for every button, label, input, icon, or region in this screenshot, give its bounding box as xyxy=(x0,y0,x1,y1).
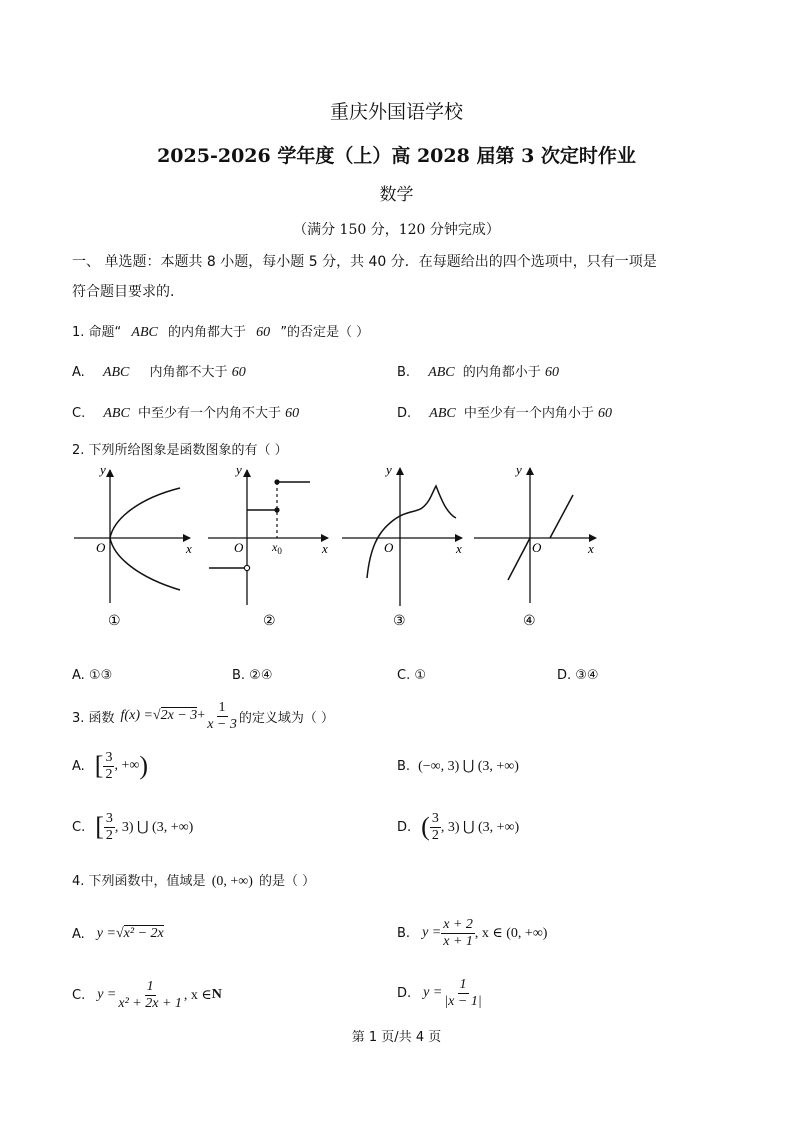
option-label: C. xyxy=(72,987,86,1003)
q1-d-abc: ABC xyxy=(429,406,456,421)
graph-4 xyxy=(474,462,596,603)
q1-a-sixty: 60 xyxy=(231,365,246,380)
q2-graphs-figure xyxy=(60,458,620,633)
q1-sixty: 60 xyxy=(256,325,271,340)
q2-stem: 2. 下列所给图象是函数图象的有（ ） xyxy=(72,443,288,458)
q1-suffix: ”的否定是（ ） xyxy=(280,325,370,340)
q1-b-text: 的内角都小于 xyxy=(462,365,541,380)
q3-suffix: 的定义域为（ ） xyxy=(238,710,334,726)
q1-b-abc: ABC xyxy=(428,365,455,380)
q1-c-text: 中至少有一个内角不大于 xyxy=(137,406,281,421)
open-point xyxy=(244,565,249,570)
q1-option-a[interactable] xyxy=(72,361,246,381)
section-heading-line1: 一、 单选题：本题共 8 小题，每小题 5 分，共 40 分．在每题给出的四个选项中，只有一项是 xyxy=(72,254,657,270)
q3-d-tail: , 3) ⋃ (3, +∞) xyxy=(440,819,520,835)
q1-stem xyxy=(72,321,369,341)
q4-stem xyxy=(72,870,315,890)
q4-range: (0, +∞) xyxy=(211,874,253,889)
q2-option-d[interactable]: D. ③④ xyxy=(557,668,599,683)
graph-2 xyxy=(208,462,328,605)
q3-option-b[interactable] xyxy=(397,744,519,788)
origin-label: O xyxy=(234,540,244,555)
bracket-open: [ xyxy=(95,812,104,841)
q4-c-y: y = xyxy=(97,987,117,1002)
q1-d-text: 中至少有一个内角小于 xyxy=(463,406,594,421)
option-label: A. xyxy=(72,365,85,380)
graph-1 xyxy=(74,462,192,603)
q3-option-d[interactable] xyxy=(397,805,519,849)
q4-b-tail: , x ∈ (0, +∞) xyxy=(474,925,548,941)
q3-option-c[interactable] xyxy=(72,805,193,849)
q4-option-a[interactable] xyxy=(72,914,164,954)
q4-b-y: y = xyxy=(422,925,442,940)
q2-option-a[interactable]: A. ①③ xyxy=(72,668,113,683)
subject-title: 数学 xyxy=(379,185,414,205)
q3-stem xyxy=(72,694,334,738)
q4-a-sqrt: √x² − 2x xyxy=(115,926,164,941)
graph-label-3: ③ xyxy=(393,614,406,629)
q4-b-fraction: $\frac{x + 2}{x + 1}$ xyxy=(443,917,473,949)
q3-a-fraction: $\frac{3}{2}$ xyxy=(105,750,113,782)
axis-x-label: x xyxy=(588,541,594,556)
option-label: D. xyxy=(397,819,412,835)
q3-option-a[interactable] xyxy=(72,744,148,788)
line-right xyxy=(550,495,573,538)
axis-y-label: y xyxy=(236,462,242,477)
axis-x-label: x xyxy=(322,541,328,556)
option-label: A. xyxy=(72,926,85,942)
q2-option-c[interactable]: C. ① xyxy=(397,668,426,683)
q4-suffix: 的是（ ） xyxy=(259,874,316,889)
q3-prefix: 3. 函数 xyxy=(72,710,115,726)
axis-x-label: x xyxy=(186,541,192,556)
q1-mid: 的内角都大于 xyxy=(168,325,247,340)
axis-y-label: y xyxy=(386,462,392,477)
q4-a-y: y = xyxy=(96,926,116,941)
q4-c-tail: , x ∈ xyxy=(183,987,212,1003)
section-heading-line2: 符合题目要求的. xyxy=(72,284,175,300)
q1-abc: ABC xyxy=(131,325,158,340)
q3-plus: + xyxy=(197,708,206,723)
option-label: D. xyxy=(397,406,412,421)
paren-close: ) xyxy=(139,751,149,780)
x0-label: $x_0$ xyxy=(272,540,282,556)
q1-b-sixty: 60 xyxy=(544,365,559,380)
q2-option-b[interactable]: B. ②④ xyxy=(232,668,273,683)
q3-a-tail: , +∞ xyxy=(114,758,140,773)
q1-a-abc: ABC xyxy=(102,365,130,380)
graph-label-4: ④ xyxy=(523,614,536,629)
q1-a-text: 内角都不大于 xyxy=(149,365,228,380)
q3-fraction: $\frac{1}{x - 3}$ xyxy=(207,700,237,732)
graph-label-1: ① xyxy=(108,614,121,629)
option-label: B. xyxy=(397,758,411,774)
q3-sqrt: √2x − 3 xyxy=(152,708,198,723)
bracket-open: [ xyxy=(94,751,104,780)
curve xyxy=(367,486,456,578)
option-label: C. xyxy=(72,406,86,421)
page-footer: 第 1 页/共 4 页 xyxy=(351,1030,442,1045)
school-name: 重庆外国语学校 xyxy=(329,101,463,123)
origin-label: O xyxy=(384,540,394,555)
axis-y-label: y xyxy=(516,462,522,477)
q4-prefix: 4. 下列函数中，值域是 xyxy=(72,874,206,889)
q1-option-d[interactable] xyxy=(397,402,612,422)
axis-y-label: y xyxy=(100,462,106,477)
option-label: B. xyxy=(397,365,411,380)
graph-label-2: ② xyxy=(263,614,276,629)
graph-3 xyxy=(342,462,462,606)
q4-c-fraction: $\frac{1}{\text{x² + 2x + 1}}$ xyxy=(118,979,182,1011)
q1-c-sixty: 60 xyxy=(285,406,300,421)
origin-label: O xyxy=(96,540,106,555)
q1-d-sixty: 60 xyxy=(598,406,613,421)
q1-prefix: 1. 命题“ xyxy=(72,325,122,340)
origin-label: O xyxy=(532,540,542,555)
q1-c-abc: ABC xyxy=(103,406,130,421)
q3-b-expr: (−∞, 3) ⋃ (3, +∞) xyxy=(418,758,519,774)
exam-info: （满分 150 分，120 分钟完成） xyxy=(293,222,500,238)
q4-option-b[interactable] xyxy=(397,910,547,956)
q4-d-fraction: $\frac{1}{|x - 1|}$ xyxy=(444,977,482,1009)
option-label: C. xyxy=(72,819,86,835)
q3-c-fraction: $\frac{3}{2}$ xyxy=(105,811,113,843)
axis-x-label: x xyxy=(456,541,462,556)
q4-d-y: y = xyxy=(423,985,443,1000)
curve xyxy=(110,488,180,590)
line-left xyxy=(508,538,530,580)
exam-title: 2025-2026 学年度（上）高 2028 届第 3 次定时作业 xyxy=(157,145,636,167)
paren-open: ( xyxy=(421,812,430,841)
q3-c-tail: , 3) ⋃ (3, +∞) xyxy=(114,819,194,835)
q4-c-set: N xyxy=(211,987,222,1002)
option-label: B. xyxy=(397,925,411,941)
q4-option-c[interactable] xyxy=(72,972,222,1018)
option-label: D. xyxy=(397,985,412,1001)
q1-option-c[interactable] xyxy=(72,402,299,422)
q4-option-d[interactable] xyxy=(397,970,484,1016)
q3-d-fraction: $\frac{3}{2}$ xyxy=(431,811,439,843)
q1-option-b[interactable] xyxy=(397,361,559,381)
q3-f-left: f(x) = xyxy=(120,708,153,723)
option-label: A. xyxy=(72,758,85,774)
